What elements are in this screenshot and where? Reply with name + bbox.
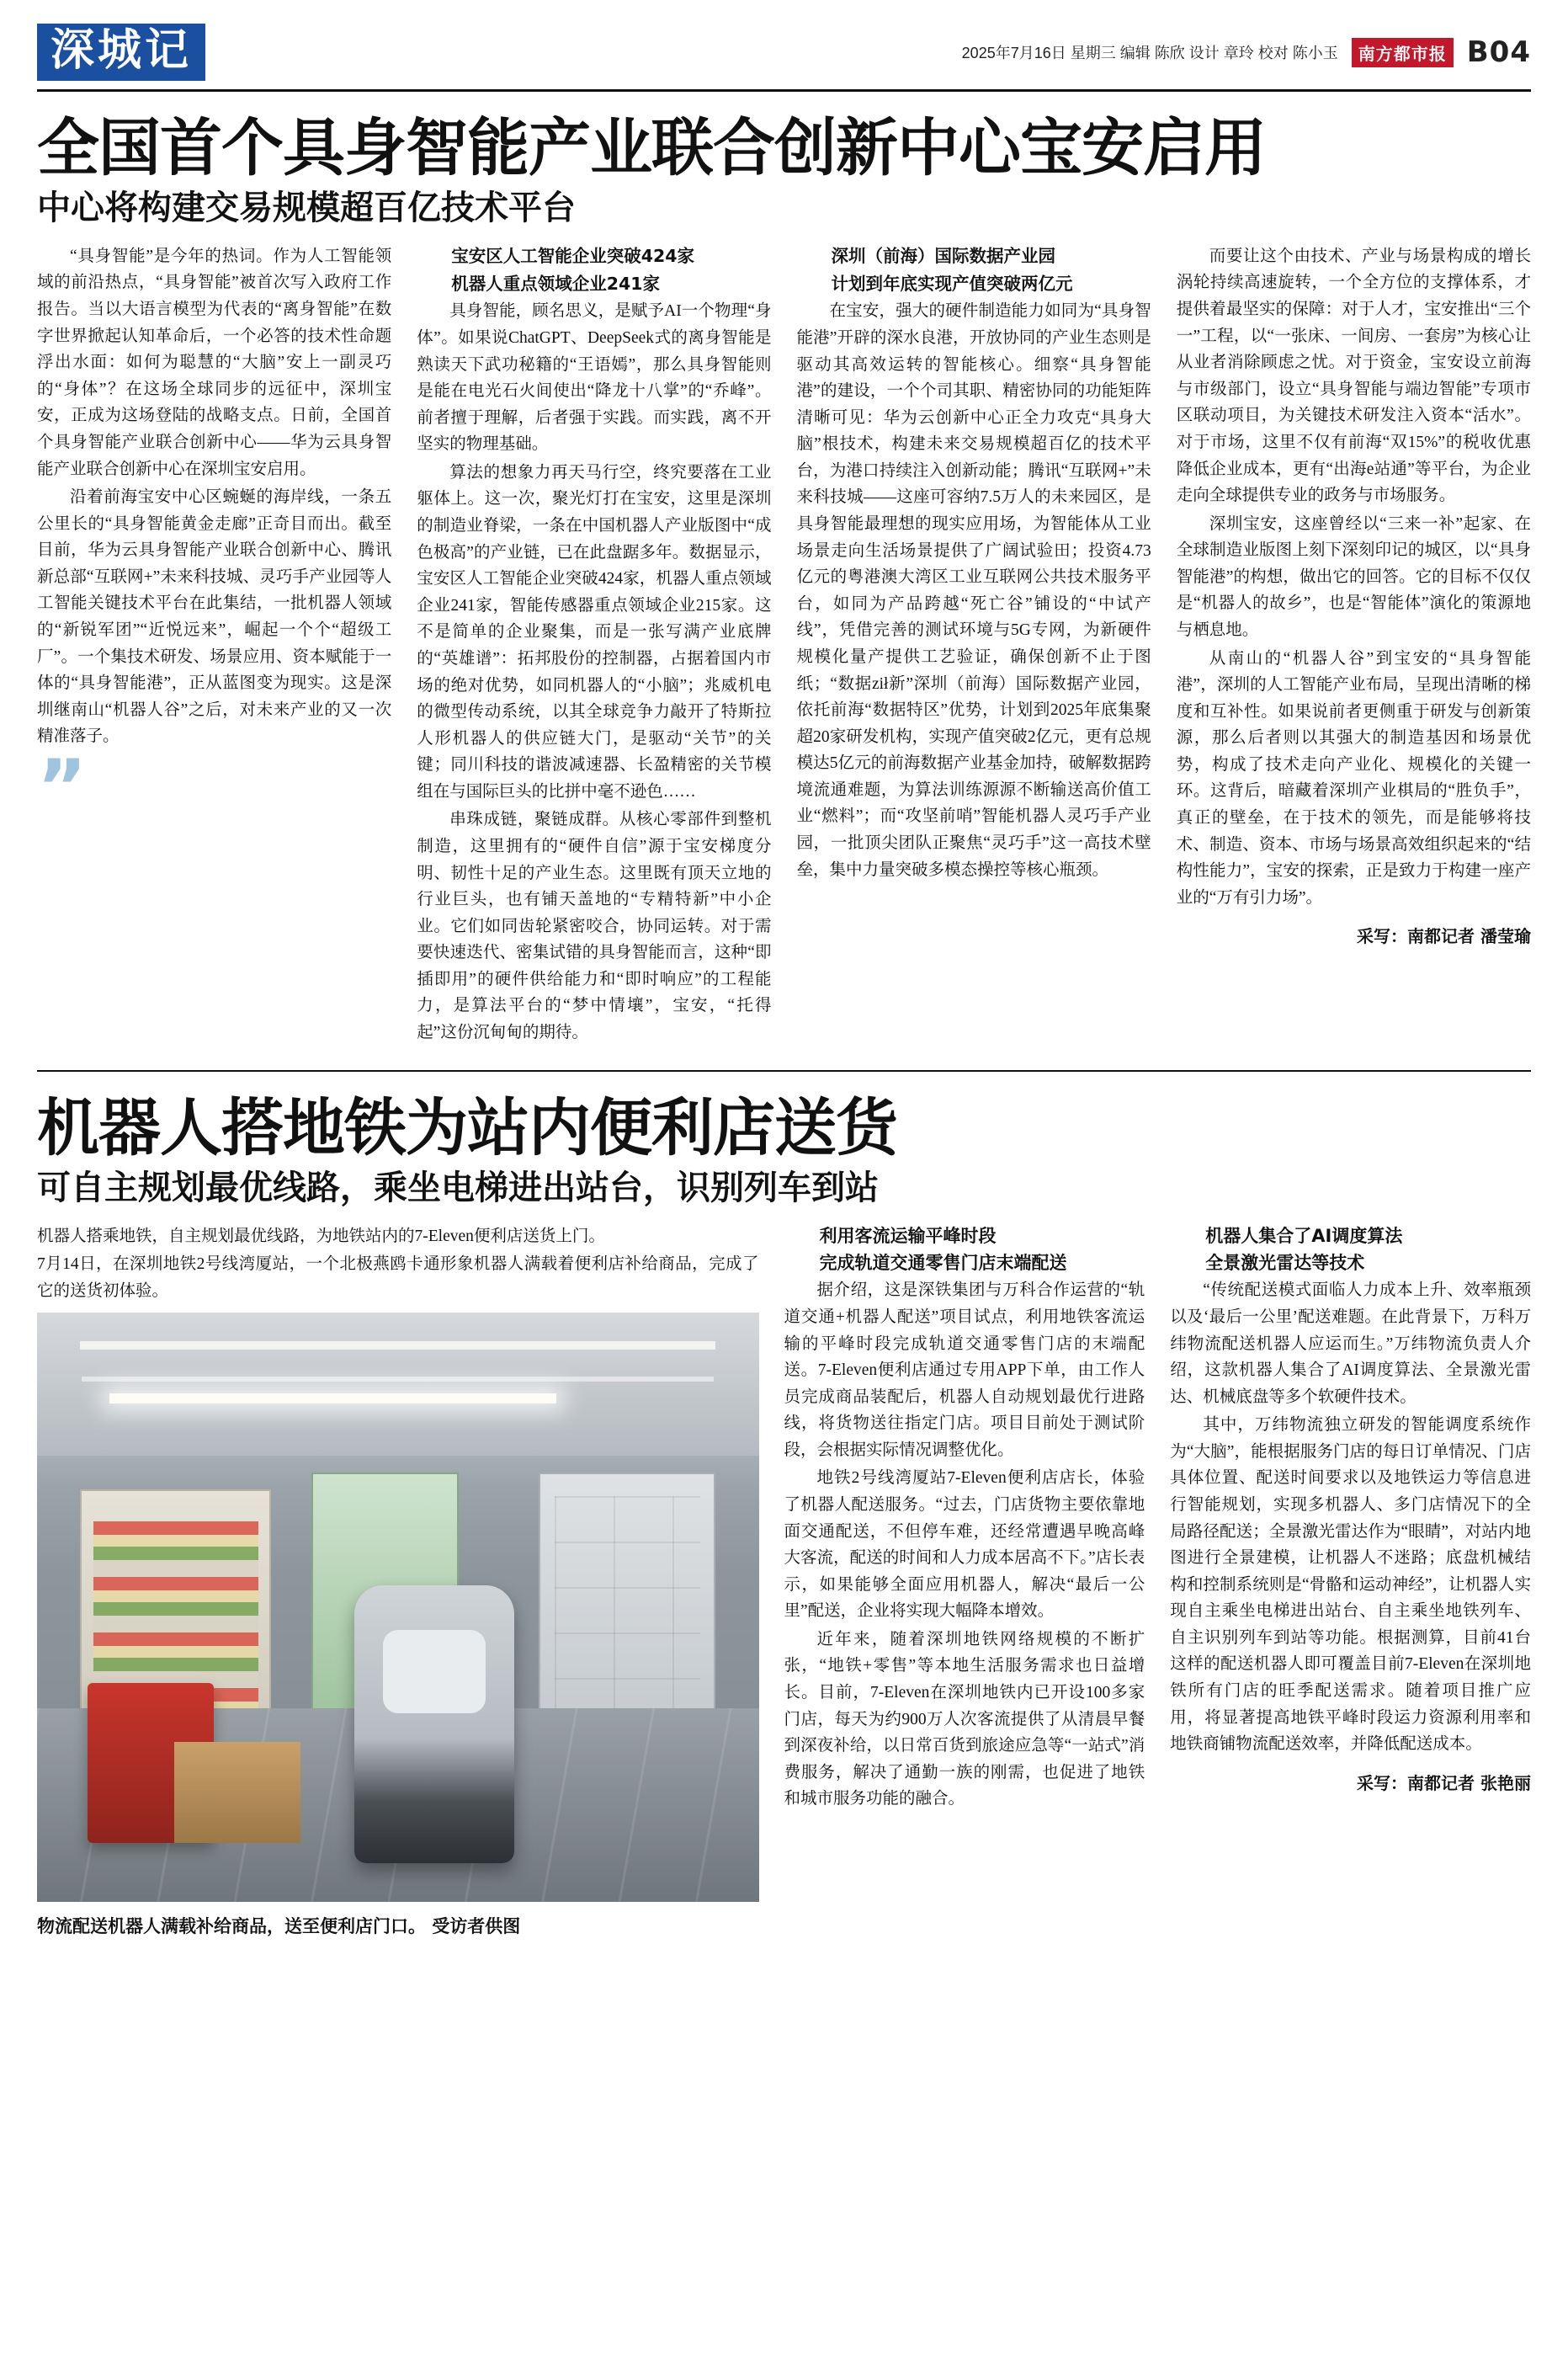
- paragraph: 算法的想象力再天马行空，终究要落在工业躯体上。这一次，聚光灯打在宝安，这里是深圳的制造业脊梁，一条在中国机器人产业版图中“成色极高”的产业链，已在此盘踞多年。数据显示，宝安区人工智能企业突破424家，机器人重点领域企业241家，智能传感器重点领域企业215家。这不是简单的企业聚集，而是一张写满产业底牌的“英雄谱”：拓邦股份的控制器，占据着国内市场的绝对优势，如同机器人的“小脑”；兆威机电的微型传动系统，以其全球竞争力敲开了特斯拉人形机器人的供应链大门，是驱动“关节”的关键；同川科技的谐波减速器、长盈精密的关节模组在与国际巨头的比拼中毫不逊色……: [417, 463, 772, 801]
- article1-byline: 采写：南都记者 潘莹瑜: [1357, 926, 1531, 947]
- paragraph: 其中，万纬物流独立研发的智能调度系统作为“大脑”，能根据服务门店的每日订单情况、门店具体位置、配送时间要求以及地铁运力等信息进行智能规划，实现多机器人、多门店情况下的全局路径配送；全景激光雷达作为“眼睛”，对站内地图进行全景建模，让机器人不迷路；底盘机械结构和控制系统则是“骨骼和运动神经”，让机器人实现自主乘坐电梯进出站台、自主乘坐地铁列车、自主识别列车到站等功能。根据测算，目前41台这样的配送机器人即可覆盖目前7-Eleven在深圳地铁所有门店的旺季配送需求。随着项目推广应用，将显著提高地铁平峰时段运力资源利用率和地铁商铺物流配送效率，并降低配送成本。: [1170, 1416, 1531, 1754]
- paragraph: 串珠成链，聚链成群。从核心零部件到整机制造，这里拥有的“硬件自信”源于宝安梯度分明、韧性十足的产业生态。这里既有顶天立地的行业巨头，也有铺天盖地的“专精特新”中小企业。它们如同齿轮紧密咬合，协同运转。对于需要快速迭代、密集试错的具身智能而言，这种“即插即用”的硬件供给能力和“即时响应”的工程能力，是算法平台的“梦中情壤”，宝安，“托得起”这份沉甸甸的期待。: [417, 811, 772, 1042]
- paragraph: 据介绍，这是深铁集团与万科合作运营的“轨道交通+机器人配送”项目试点，利用地铁客流运输的平峰时段完成轨道交通零售门店的末端配送。7-Eleven便利店通过专用APP下单，由工作人员完成商品装配后，机器人自动规划最优行进路线，将货物送往指定门店。项目目前处于测试阶段，会根据实际情况调整优化。: [784, 1281, 1145, 1459]
- article2-col2-subhead-2: 完成轨道交通零售门店末端配送: [819, 1252, 1067, 1273]
- article2-columns: [37, 1223, 1531, 1941]
- paragraph: 而要让这个由技术、产业与场景构成的增长涡轮持续高速旋转，一个全方位的支撑体系，才提供着最坚实的保障：对于人才，宝安推出“三个一”工程，以“一张床、一间房、一套房”为核心让从业者消除顾虑之忧。对于资金，宝安设立前海与市级部门，设立“具身智能与端边智能”专项市区联动项目，为关键技术研发注入资本“活水”。对于市场，这里不仅有前海“双15%”的税收优惠降低企业成本，更有“出海e站通”等平台，为企业走向全球提供专业的政务与市场服务。: [1176, 247, 1531, 505]
- section-logo: 深城记: [37, 24, 205, 81]
- section-divider: [37, 1070, 1531, 1072]
- article1-subhead: 中心将构建交易规模超百亿技术平台: [37, 188, 576, 227]
- article2-column-1: [37, 1223, 759, 1941]
- photo-ceiling-light: [109, 1393, 557, 1403]
- article1-column-2: [417, 243, 771, 1048]
- article1-column-1: [37, 243, 391, 1048]
- article1-column-4: [1177, 243, 1531, 1048]
- paragraph: 7月14日，在深圳地铁2号线湾厦站，一个北极燕鸥卡通形象机器人满载着便利店补给商品，完成了它的送货初体验。: [37, 1255, 759, 1300]
- paragraph: 从南山的“机器人谷”到宝安的“具身智能港”，深圳的人工智能产业布局，呈现出清晰的梯度和互补性。如果说前者更侧重于研发与创新策源，那么后者则以其强大的制造基因和场景优势，构成了技术走向产业化、规模化的关键一环。这背后，暗藏着深圳产业棋局的“胜负手”，真正的壁垒，在于技术的领先，而是能够将技术、制造、资本、市场与场景高效组织起来的“结构性能力”，宝安的探索，正是致力于构建一座产业的“万有引力场”。: [1176, 649, 1531, 907]
- photo-delivery-robot: [354, 1585, 514, 1863]
- article2-headline: 机器人搭地铁为站内便利店送货: [37, 1091, 897, 1164]
- article1-columns: [37, 243, 1531, 1048]
- quote-mark-icon: ”: [37, 743, 82, 832]
- article1-column-3: [797, 243, 1151, 1048]
- masthead-right: [962, 35, 1531, 69]
- paragraph: “传统配送模式面临人力成本上升、效率瓶颈以及‘最后一公里’配送难题。在此背景下，万科万纬物流配送机器人应运而生。”万纬物流负责人介绍，这款机器人集合了AI调度算法、全景激光雷达、机械底盘等多个软硬件技术。: [1170, 1281, 1531, 1406]
- article2-byline: 采写：南都记者 张艳丽: [1357, 1772, 1531, 1793]
- article1-col3-subhead-1: 深圳（前海）国际数据产业园: [831, 245, 1055, 266]
- article2-column-2: [784, 1223, 1145, 1941]
- photo-ceiling: [37, 1313, 759, 1456]
- article1-col2-subhead-1: 宝安区人工智能企业突破424家: [451, 245, 695, 266]
- article2-column-3: [1170, 1223, 1531, 1941]
- paper-name: 南方都市报: [1352, 38, 1454, 67]
- article2-subhead: 可自主规划最优线路，乘坐电梯进出站台，识别列车到站: [37, 1168, 879, 1207]
- article2-col3-subhead-1: 机器人集合了AI调度算法: [1205, 1225, 1403, 1246]
- photo-caption: 物流配送机器人满载补给商品，送至便利店门口。 受访者供图: [37, 1916, 521, 1937]
- article1-headline: 全国首个具身智能产业联合创新中心宝安启用: [37, 112, 1266, 184]
- paragraph: 近年来，随着深圳地铁网络规模的不断扩张，“地铁+零售”等本地生活服务需求也日益增长。目前，7-Eleven在深圳地铁内已开设100多家门店，每天为约900万人次客流提供了从清晨早餐到深夜补给，以日常百货到旅途应急等“一站式”消费服务，解决了通勤一族的刚需，也促进了地铁和城市服务功能的融合。: [784, 1630, 1145, 1808]
- article1-col2-subhead-2: 机器人重点领域企业241家: [451, 273, 661, 294]
- page-number: B04: [1466, 35, 1531, 69]
- paragraph: 机器人搭乘地铁，自主规划最优线路，为地铁站内的7-Eleven便利店送货上门。: [37, 1227, 605, 1245]
- article2-col3-subhead-2: 全景激光雷达等技术: [1205, 1252, 1365, 1273]
- paragraph: “具身智能”是今年的热词。作为人工智能领域的前沿热点，“具身智能”被首次写入政府工作报告。当以大语言模型为代表的“离身智能”在数字世界掀起认知革命后，一个必答的技术性命题浮出水面：如何为聪慧的“大脑”安上一副灵巧的“身体”？在这场全球同步的远征中，深圳宝安，正成为这场登陆的战略支点。日前，全国首个具身智能产业联合创新中心——华为云具身智能产业联合创新中心在深圳宝安启用。: [37, 247, 392, 478]
- photo-lockers: [539, 1473, 715, 1745]
- paragraph: 具身智能，顾名思义，是赋予AI一个物理“身体”。如果说ChatGPT、DeepSeek式的离身智能是熟读天下武功秘籍的“王语嫣”，那么具身智能则是能在电光石火间使出“降龙十八掌”的“乔峰”。前者擅于理解，后者强于实践。而实践，离不开坚实的物理基础。: [417, 302, 772, 454]
- paragraph: 在宝安，强大的硬件制造能力如同为“具身智能港”开辟的深水良港，开放协同的产业生态则是驱动其高效运转的智能核心。细察“具身智能港”的建设，一个个司其职、精密协同的功能矩阵清晰可见：华为云创新中心正全力攻克“具身大脑”根技术，构建未来交易规模超百亿的技术平台，为港口持续注入创新动能；腾讯“互联网+”未来科技城——这座可容纳7.5万人的未来园区，是具身智能最理想的现实应用场，为智能体从工业场景走向生活场景提供了广阔试验田；投资4.73亿元的粤港澳大湾区工业互联网公共技术服务平台，如同为产品跨越“死亡谷”铺设的“中试产线”，凭借完善的测试环境与5G专网，为新硬件规模化量产提供工艺验证，确保创新不止于图纸；“数据ził新”深圳（前海）国际数据产业园，依托前海“数据特区”优势，计划到2025年底集聚超20家研发机构，实现产值突破2亿元，更有总规模达5亿元的前海数据产业基金加持，破解数据跨境流通难题，为算法训练源源不断输送高价值工业“燃料”；而“攻坚前哨”智能机器人灵巧手产业园，一批顶尖团队正聚焦“灵巧手”这一高技术壁垒，集中力量突破多模态操控等核心瓶颈。: [796, 302, 1151, 879]
- article2-photo: [37, 1313, 759, 1941]
- photo-image: [37, 1313, 759, 1902]
- paragraph: 地铁2号线湾厦站7-Eleven便利店店长，体验了机器人配送服务。“过去，门店货物主要依靠地面交通配送，不但停车难，还经常遭遇早晚高峰大客流，配送的时间和人力成本居高不下。”店长表示，如果能够全面应用机器人，解决“最后一公里”配送，企业将实现大幅降本增效。: [784, 1469, 1145, 1621]
- paragraph: 深圳宝安，这座曾经以“三来一补”起家、在全球制造业版图上刻下深刻印记的城区，以“具身智能港”的构想，做出它的回答。它的目标不仅仅是“机器人的故乡”，也是“智能体”演化的策源地与栖息地。: [1176, 514, 1531, 639]
- article2-col2-subhead-1: 利用客流运输平峰时段: [819, 1225, 997, 1246]
- photo-boxes: [174, 1742, 300, 1843]
- article1-col3-subhead-2: 计划到年底实现产值突破两亿元: [831, 273, 1073, 294]
- paragraph: 沿着前海宝安中心区蜿蜒的海岸线，一条五公里长的“具身智能黄金走廊”正奇目而出。截至目前，华为云具身智能产业联合创新中心、腾讯新总部“互联网+”未来科技城、灵巧手产业园等人工智能关键技术平台在此集结，一批机器人领域的“新锐军团”“近悦远来”，崛起一个个“超级工厂”。一个集技术研发、场景应用、资本赋能于一体的“具身智能港”，正从蓝图变为现实。这是深圳继南山“机器人谷”之后，对未来产业的又一次精准落子。: [37, 488, 392, 746]
- masthead: [37, 24, 1531, 92]
- masthead-left: [37, 24, 205, 81]
- publication-date: 2025年7月16日 星期三 编辑 陈欣 设计 章玲 校对 陈小玉: [961, 45, 1338, 61]
